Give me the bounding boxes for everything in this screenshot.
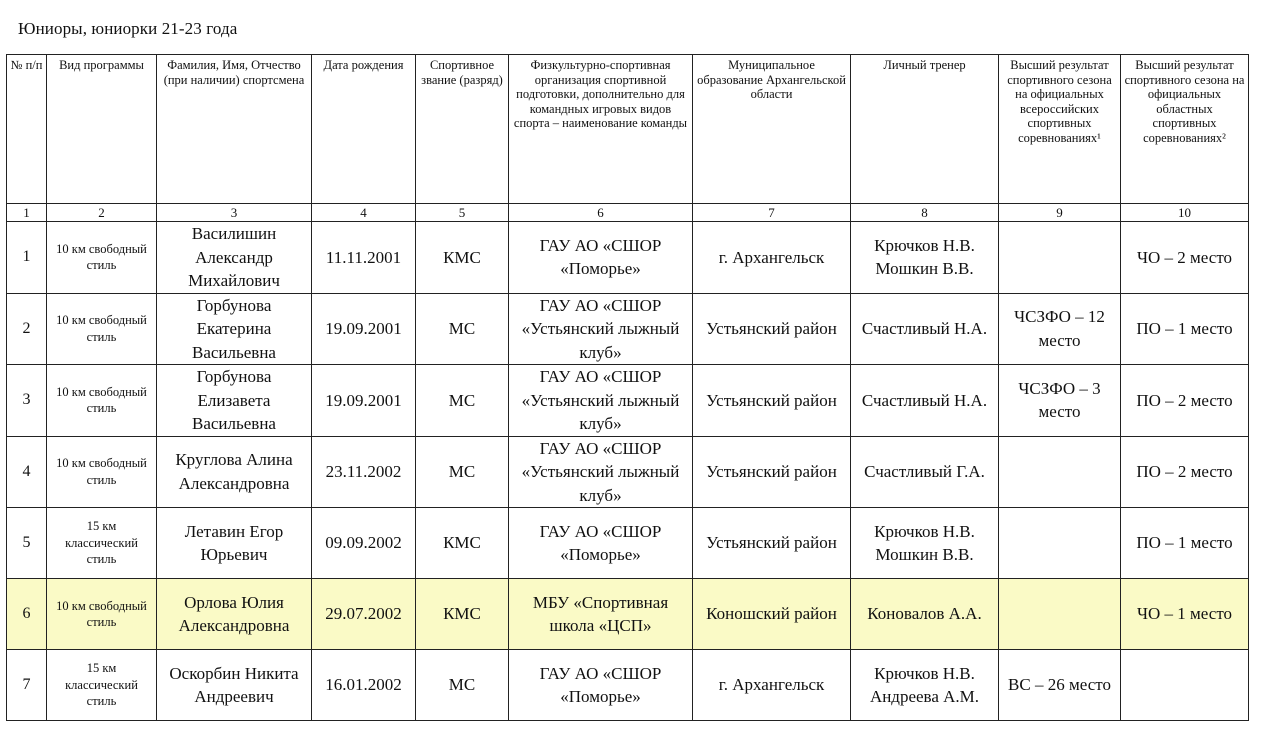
national-result-cell: ЧСЗФО – 12 место (999, 293, 1121, 365)
athlete-name-cell: Круглова Алина Александровна (157, 436, 312, 508)
municipality-cell: Устьянский район (693, 365, 851, 437)
column-number: 5 (416, 204, 509, 222)
col-header-name: Фамилия, Имя, Отчество (при наличии) спортсмена (157, 55, 312, 204)
col-header-organization: Физкультурно-спортивная организация спортивной подготовки, дополнительно для командных игровых видов спорта – наименование команды (509, 55, 693, 204)
regional-result-cell: ЧО – 2 место (1121, 222, 1249, 294)
row-number: 6 (7, 579, 47, 650)
program-cell: 15 км классический стиль (47, 508, 157, 579)
regional-result-cell: ПО – 1 место (1121, 293, 1249, 365)
table-row (7, 222, 1249, 294)
birth-date-cell: 23.11.2002 (312, 436, 416, 508)
column-number: 2 (47, 204, 157, 222)
program-cell: 10 км свободный стиль (47, 365, 157, 437)
row-number: 3 (7, 365, 47, 437)
program-cell: 15 км классический стиль (47, 650, 157, 721)
column-number: 7 (693, 204, 851, 222)
organization-cell: ГАУ АО «СШОР «Поморье» (509, 222, 693, 294)
national-result-cell (999, 579, 1121, 650)
birth-date-cell: 11.11.2001 (312, 222, 416, 294)
municipality-cell: г. Архангельск (693, 222, 851, 294)
table-row (7, 579, 1249, 650)
coach-cell: Коновалов А.А. (851, 579, 999, 650)
athlete-name-cell: Оскорбин Никита Андреевич (157, 650, 312, 721)
organization-cell: ГАУ АО «СШОР «Поморье» (509, 508, 693, 579)
birth-date-cell: 19.09.2001 (312, 365, 416, 437)
rank-cell: МС (416, 293, 509, 365)
table-row (7, 508, 1249, 579)
national-result-cell: ВС – 26 место (999, 650, 1121, 721)
page-title: Юниоры, юниорки 21-23 года (18, 19, 238, 38)
regional-result-cell: ПО – 2 место (1121, 436, 1249, 508)
table-row (7, 436, 1249, 508)
row-number: 2 (7, 293, 47, 365)
athlete-name-cell: Горбунова Екатерина Васильевна (157, 293, 312, 365)
coach-cell: Счастливый Н.А. (851, 365, 999, 437)
coach-cell: Крючков Н.В. Мошкин В.В. (851, 222, 999, 294)
table-row (7, 365, 1249, 437)
column-number: 10 (1121, 204, 1249, 222)
col-header-program: Вид программы (47, 55, 157, 204)
organization-cell: ГАУ АО «СШОР «Поморье» (509, 650, 693, 721)
athletes-table (6, 54, 1249, 721)
national-result-cell (999, 508, 1121, 579)
col-header-coach: Личный тренер (851, 55, 999, 204)
organization-cell: МБУ «Спортивная школа «ЦСП» (509, 579, 693, 650)
col-header-national-result: Высший результат спортивного сезона на официальных всероссийских спортивных соревнованиях¹ (999, 55, 1121, 204)
rank-cell: КМС (416, 222, 509, 294)
col-header-rank: Спортивное звание (разряд) (416, 55, 509, 204)
birth-date-cell: 19.09.2001 (312, 293, 416, 365)
regional-result-cell: ПО – 1 место (1121, 508, 1249, 579)
table-body (7, 222, 1249, 721)
row-number: 5 (7, 508, 47, 579)
column-number-row (7, 204, 1249, 222)
column-number: 6 (509, 204, 693, 222)
regional-result-cell (1121, 650, 1249, 721)
coach-cell: Счастливый Г.А. (851, 436, 999, 508)
national-result-cell (999, 436, 1121, 508)
column-number: 1 (7, 204, 47, 222)
national-result-cell (999, 222, 1121, 294)
organization-cell: ГАУ АО «СШОР «Устьянский лыжный клуб» (509, 436, 693, 508)
program-cell: 10 км свободный стиль (47, 222, 157, 294)
rank-cell: КМС (416, 508, 509, 579)
program-cell: 10 км свободный стиль (47, 436, 157, 508)
regional-result-cell: ЧО – 1 место (1121, 579, 1249, 650)
coach-cell: Крючков Н.В. Мошкин В.В. (851, 508, 999, 579)
municipality-cell: Устьянский район (693, 293, 851, 365)
row-number: 4 (7, 436, 47, 508)
organization-cell: ГАУ АО «СШОР «Устьянский лыжный клуб» (509, 365, 693, 437)
coach-cell: Счастливый Н.А. (851, 293, 999, 365)
col-header-municipality: Муниципальное образование Архангельской области (693, 55, 851, 204)
row-number: 7 (7, 650, 47, 721)
col-header-number: № п/п (7, 55, 47, 204)
header-row (7, 55, 1249, 204)
organization-cell: ГАУ АО «СШОР «Устьянский лыжный клуб» (509, 293, 693, 365)
athlete-name-cell: Василишин Александр Михайлович (157, 222, 312, 294)
athlete-name-cell: Горбунова Елизавета Васильевна (157, 365, 312, 437)
municipality-cell: Коношский район (693, 579, 851, 650)
table-row (7, 293, 1249, 365)
program-cell: 10 км свободный стиль (47, 579, 157, 650)
rank-cell: МС (416, 436, 509, 508)
municipality-cell: Устьянский район (693, 508, 851, 579)
column-number: 3 (157, 204, 312, 222)
birth-date-cell: 29.07.2002 (312, 579, 416, 650)
table-row (7, 650, 1249, 721)
column-number: 9 (999, 204, 1121, 222)
rank-cell: МС (416, 365, 509, 437)
municipality-cell: г. Архангельск (693, 650, 851, 721)
rank-cell: КМС (416, 579, 509, 650)
coach-cell: Крючков Н.В. Андреева А.М. (851, 650, 999, 721)
row-number: 1 (7, 222, 47, 294)
birth-date-cell: 16.01.2002 (312, 650, 416, 721)
col-header-dob: Дата рождения (312, 55, 416, 204)
col-header-regional-result: Высший результат спортивного сезона на официальных областных спортивных соревнованиях² (1121, 55, 1249, 204)
column-number: 8 (851, 204, 999, 222)
column-number: 4 (312, 204, 416, 222)
athlete-name-cell: Летавин Егор Юрьевич (157, 508, 312, 579)
municipality-cell: Устьянский район (693, 436, 851, 508)
national-result-cell: ЧСЗФО – 3 место (999, 365, 1121, 437)
program-cell: 10 км свободный стиль (47, 293, 157, 365)
regional-result-cell: ПО – 2 место (1121, 365, 1249, 437)
birth-date-cell: 09.09.2002 (312, 508, 416, 579)
athlete-name-cell: Орлова Юлия Александровна (157, 579, 312, 650)
rank-cell: МС (416, 650, 509, 721)
